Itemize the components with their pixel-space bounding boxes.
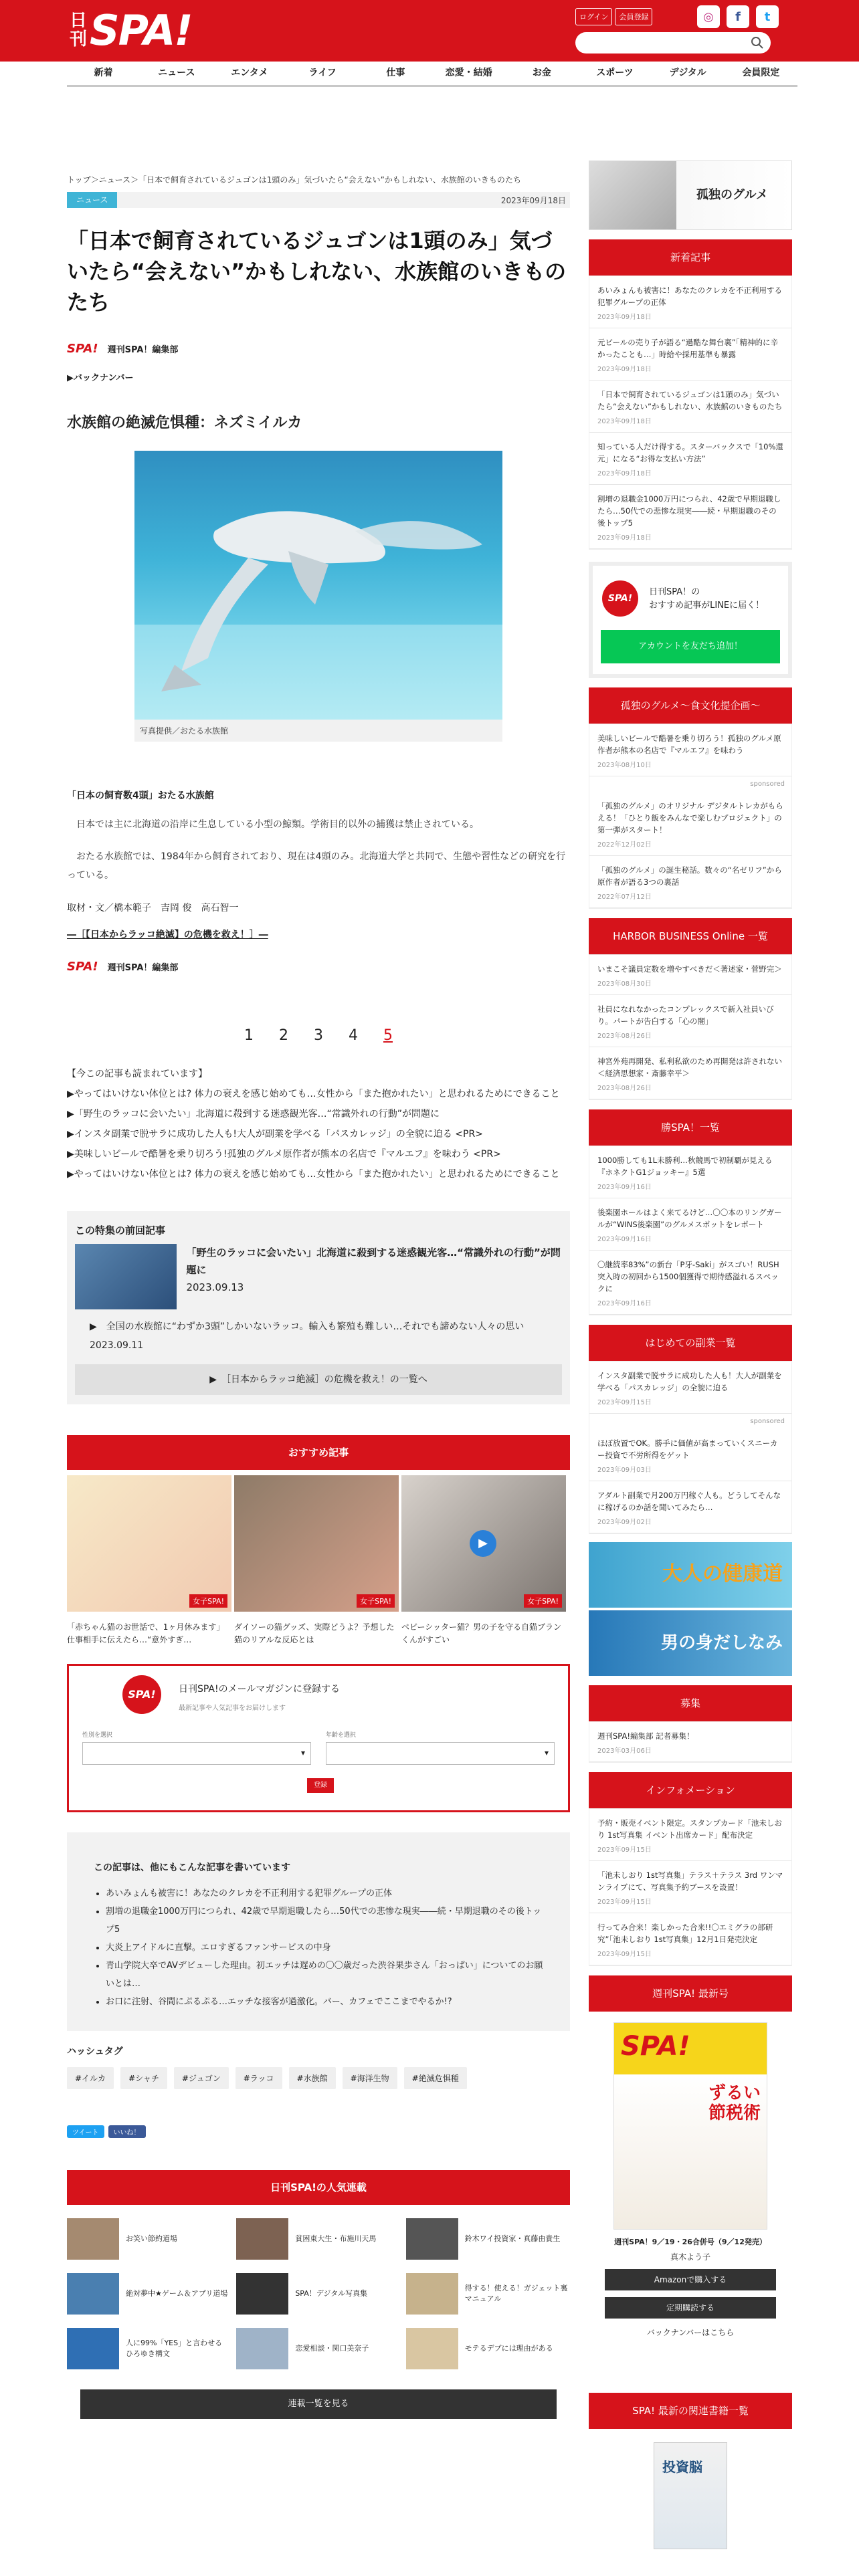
photo-caption: 写真提供／おたる水族館 [134,720,502,742]
recommend-card[interactable] [401,1475,566,1646]
form-subtitle: 最新記事や人気記事をお届けします [179,1705,286,1712]
submit-button[interactable]: 登録 [307,1778,334,1793]
prev-heading: この特集の前回記事 [75,1224,166,1237]
ad-text: 男の身だしなみ [660,1633,783,1653]
series-item[interactable]: 得する！使える！ガジェット裏マニュアル [406,2273,570,2315]
facebook-icon[interactable]: f [727,5,749,28]
related-link[interactable]: ▶インスタ副業で脱サラに成功した人も!大人が副業を学べる「パスカレッジ」の全貌に迫る <PR> [67,1129,483,1140]
side-job-heading: はじめての副業一覧 [589,1325,792,1361]
recommend-card[interactable] [67,1475,231,1646]
sponsored-label: sponsored [750,1418,785,1425]
series-list-button[interactable]: ▶ ［日本からラッコ絶滅］の危機を救え！の一覧へ [75,1364,562,1395]
related-articles [67,1064,570,1184]
instagram-icon[interactable]: ◎ [697,5,720,28]
field-label: 年齢を選択 [326,1732,357,1739]
prev-date: 2023.09.13 [186,1281,244,1293]
list-item[interactable]: • 割増の退職金1000万円につられ、42歳で早期退職したら…50代での悲惨な現実――続・早期退職のその後トップ5 [106,1903,543,1939]
related-heading: 【今この記事も読まれています】 [67,1069,207,1079]
banner-title: 孤独のグルメ [696,188,768,202]
paragraph: おたる水族館では、1984年から飼育されており、現在は4頭のみ。北海道大学と共同で、生態や習性などの研究を行っている。 [67,851,566,881]
list-item[interactable]: 後楽園ホールはよく来てるけど…〇〇本のリングガールが“WINS後楽園”のグルメスポットをレポート 2023年09月16日 [589,1198,791,1251]
author-name[interactable]: 週刊SPA！編集部 [107,345,179,355]
nav-item-digital[interactable]: デジタル [669,68,706,78]
twitter-icon[interactable]: t [756,5,779,28]
grooming-ad-banner[interactable] [589,1610,792,1676]
nav-item-life[interactable]: ライフ [308,68,337,78]
list-item[interactable]: 知っている人だけ得する。スターバックスで「10%還元」になる“お得な支払い方法” 2023年09月18日 [589,433,791,485]
series-item[interactable]: 人に99%「YES」と言わせる ひろゆき構文 [67,2328,231,2369]
nav-item-love[interactable]: 恋愛・結婚 [445,68,492,78]
hashtags [67,2044,570,2089]
hashtag[interactable]: #絶滅危惧種 [404,2067,467,2089]
search-icon[interactable] [751,36,764,49]
nav-item-entertainment[interactable]: エンタメ [231,68,268,78]
article-column [67,160,570,2419]
recommend-heading: おすすめ記事 [67,1435,570,1470]
site-logo[interactable] [70,7,192,53]
gourmet-heading: 孤独のグルメ～食文化提企画～ [589,687,792,724]
magazine-heading: 週刊SPA! 最新号 [589,1975,792,2012]
sidebar [589,160,792,2549]
tweet-button[interactable]: ツイート [67,2125,104,2138]
paragraph: 日本では主に北海道の沿岸に生息している小型の鯨類。学術目的以外の捕獲は禁止されている。 [67,819,479,830]
new-articles-heading: 新着記事 [589,239,792,276]
hashtag[interactable]: #ラッコ [235,2067,282,2089]
list-item[interactable]: • お口に注射、谷間にぷるぷる…エッチな接客が過激化。バー、カフェでここまでやるか!? [106,1993,543,2011]
health-ad-banner[interactable] [589,1542,792,1608]
spa-logo-icon: SPA! [602,580,638,617]
info-heading: インフォメーション [589,1772,792,1808]
pagination [67,1027,570,1044]
subscribe-button[interactable]: 定期購読する [605,2297,776,2319]
recommend-title[interactable]: 「赤ちゃん猫のお世話で、1ヶ月休みます」仕事相手に伝えたら…“意外すぎ… [67,1622,225,1644]
popular-series [67,2170,570,2419]
age-select[interactable] [326,1742,555,1765]
series-list-button[interactable]: 連載一覧を見る [80,2389,557,2419]
joshi-spa-badge: 女子SPA! [524,1594,562,1608]
hashtag[interactable]: #ジュゴン [174,2067,229,2089]
related-link[interactable]: ▶「野生のラッコに会いたい」北海道に殺到する迷惑観光客…“常識外れの行動”が問題に [67,1109,440,1119]
banner-illustration [589,161,676,229]
nav-item-news[interactable]: ニュース [158,68,195,78]
line-title: 日刊SPA！の [649,587,700,597]
series-item[interactable]: SPA！デジタル写真集 [236,2273,400,2315]
list-item[interactable]: 予約・販売イベント限定。スタンプカード「池未しおり 1st写真集 イベント出席カード」配布決定 2023年09月15日 [589,1809,791,1861]
logo-small-text: 日刊 [70,11,88,49]
gender-select[interactable] [82,1742,311,1765]
books-heading: SPA! 最新の関連書籍一覧 [589,2393,792,2429]
main-nav [67,62,797,87]
page-link[interactable]: 2 [279,1027,288,1044]
series-item[interactable]: 恋愛相談・関口美奈子 [236,2328,400,2369]
category-badge[interactable]: ニュース [67,192,117,208]
list-item[interactable]: • 青山学院大卒でAVデビューした理由。初エッチは遅めの〇〇歳だった渋谷果歩さん「おっぱい」についてのお願いとは… [106,1957,543,1993]
article-date: 2023年09月18日 [500,195,566,205]
list-item[interactable]: 〇継続率83%”の新台「P牙-Saki」がスゴい！RUSH突入時の初回から1500個獲得で期待感溢れるスペックに 2023年09月16日 [589,1251,791,1315]
register-button[interactable]: 会員登録 [615,8,652,25]
book-cover[interactable] [654,2442,727,2549]
list-item[interactable]: 週刊SPA!編集部 記者募集！ 2023年03月06日 [589,1722,791,1762]
list-item[interactable]: 「孤独のグルメ」のオリジナル デジタルトレカがもらえる！「ひとり飯をみんなで楽しむプロジェクト」の第一弾がスタート！ 2022年12月02日 [589,792,791,856]
list-item[interactable]: • 大炎上アイドルに直撃。エロすぎるファンサービスの中身 [106,1939,543,1957]
backnumber-link[interactable]: バックナンバーはこちら [646,2328,735,2337]
site-header [0,0,859,62]
credit: 取材・文／橋本範子 吉岡 俊 高石智一 [67,903,239,914]
prev-article[interactable] [75,1244,562,1309]
list-item[interactable]: • あいみょんも被害に！あなたのクレカを不正利用する犯罪グループの正体 [106,1885,543,1903]
magazine-cover[interactable] [613,2022,767,2230]
page-link-current[interactable]: 5 [383,1027,393,1044]
sponsored-label: sponsored [750,780,785,788]
recommend-image[interactable] [401,1475,566,1612]
subsection-title: 「日本の飼育数4頭」おたる水族館 [67,790,214,801]
prev-title[interactable]: 「野生のラッコに会いたい」北海道に殺到する迷惑観光客…“常識外れの行動”が問題に [186,1247,561,1276]
hashtag[interactable]: #イルカ [67,2067,114,2089]
prev-sub-link[interactable]: ▶ 全国の水族館に“わずか3頭”しかいないラッコ。輸入も繁殖も難しい…それでも諦めない人々の思い 2023.09.11 [90,1321,534,1351]
joshi-spa-badge: 女子SPA! [189,1594,227,1608]
magazine-info: 週刊SPA！9／19・26合併号（9／12発売） [614,2238,767,2246]
related-link[interactable]: ▶やってはいけない体位とは? 体力の衰えを感じ始めても…女性から「また抱かれたい」と思われるためにできること [67,1089,560,1099]
play-icon[interactable]: ▶ [470,1530,496,1557]
series-item[interactable]: 貧困東大生・布施川天馬 [236,2218,400,2260]
nav-item-members[interactable]: 会員限定 [742,68,780,78]
popular-heading: 日刊SPA!の人気連載 [67,2170,570,2205]
hbo-heading: HARBOR BUSINESS Online 一覧 [589,918,792,954]
series-item[interactable]: お笑い節約道場 [67,2218,231,2260]
list-item[interactable]: 「日本で飼育されているジュゴンは1頭のみ」気づいたら“会えない”かもしれない、水族館のいきものたち 2023年09月18日 [589,381,791,433]
recruit-heading: 募集 [589,1685,792,1721]
nav-item-work[interactable]: 仕事 [386,68,405,78]
logo-text: SPA! [90,5,192,55]
gourmet-banner[interactable] [589,160,792,230]
spa-logo-icon: SPA! [67,960,98,974]
list-item[interactable]: 美味しいビールで酷暑を乗り切ろう！孤独のグルメ原作者が熊本の名店で『マルエフ』を味わう 2023年08月10日 [589,724,791,776]
series-item[interactable]: 絶対夢中★ゲーム＆アプリ道場 [67,2273,231,2315]
line-add-button[interactable]: アカウントを友だち追加！ [601,630,780,663]
list-item[interactable]: 「孤独のグルメ」の誕生秘話。数々の“名ゼリフ”から原作者が語る3つの裏話 2022年07月12日 [589,856,791,908]
field-label: 性別を選択 [82,1732,113,1739]
porpoise-photo [134,451,502,720]
login-button[interactable]: ログイン [575,8,612,25]
cover-logo: SPA! [621,2031,690,2062]
recommend-card[interactable] [234,1475,399,1646]
ad-text: 大人の健康道 [662,1562,783,1586]
list-item[interactable]: あいみょんも被害に！あなたのクレカを不正利用する犯罪グループの正体 2023年09月18日 [589,276,791,328]
summary-heading: この記事は、他にもこんな記事を書いています [94,1862,290,1873]
nav-item-sports[interactable]: スポーツ [596,68,634,78]
section-heading: 水族館の絶滅危惧種：ネズミイルカ [67,415,302,431]
amazon-button[interactable]: Amazonで購入する [605,2269,776,2290]
series-link[interactable]: ―［【日本からラッコ絶滅】の危機を救え！］― [67,930,268,940]
magazine-cover-name: 真木よう子 [670,2252,710,2262]
newsletter-form [67,1664,570,1812]
list-item[interactable]: 1000勝しても1L未勝利…秋競馬で初制覇が見える『ホネクトG1ジョッキー』5選 2023年09月16日 [589,1146,791,1198]
series-item[interactable]: 鈴木ワイ投資家・真藤由貴生 [406,2218,570,2260]
list-item[interactable]: 元ビールの売り子が語る“過酷な舞台裏”「精神的に辛かったことも…」時給や採用基準も暴露 2023年09月18日 [589,328,791,381]
recommend-title[interactable]: ベビーシッター猫？男の子を守る自猫ブランくんがすごい [401,1622,562,1644]
recommend-image[interactable] [67,1475,231,1612]
cover-headline: ずるい節税術 [708,2083,761,2123]
list-item[interactable]: ほぼ放置でOK。勝手に価値が高まっていくスニーカー投資で不労所得をゲット 2023年09月03日 [589,1429,791,1481]
chevron-down-icon: ▾ [544,1748,549,1757]
hashtag[interactable]: #水族館 [289,2067,336,2089]
nav-item-money[interactable]: お金 [532,68,551,78]
author-other-articles [67,1832,570,2031]
joshi-spa-badge: 女子SPA! [357,1594,395,1608]
book-title: 投資脳 [662,2459,702,2475]
series-item[interactable]: モテるデブには理由がある [406,2328,570,2369]
previous-article-box [67,1211,570,1404]
page-link[interactable]: 1 [244,1027,254,1044]
hashtag[interactable]: #シャチ [120,2067,167,2089]
spa-logo-icon: SPA! [67,342,98,356]
backnumber-link[interactable]: ▶バックナンバー [67,373,134,383]
nav-item-new[interactable]: 新着 [94,68,113,78]
list-item[interactable]: アダルト副業で月200万円稼ぐ人も。どうしてそんなに稼げるのか話を聞いてみたら… 2023年09月02日 [589,1481,791,1533]
page-link[interactable]: 4 [349,1027,358,1044]
article-title: 「日本で飼育されているジュゴンは1頭のみ」気づいたら“会えない”かもしれない、水族館のいきものたち [67,228,567,315]
win-heading: 勝SPA！一覧 [589,1109,792,1146]
spa-logo-icon: SPA! [122,1675,161,1714]
list-item[interactable]: 行ってみ合来！楽しかった合来!!〇エミグラの部研究”「池未しおり 1st写真集」12月1日発売決定 2023年09月15日 [589,1913,791,1965]
hashtag-heading: ハッシュタグ [67,2046,123,2057]
hashtag[interactable]: #海洋生物 [343,2067,397,2089]
list-item[interactable]: 社員になれなかったコンプレックスで新入社員いびり。パートが告白する「心の闇」 2023年08月26日 [589,995,791,1047]
search-input[interactable] [575,32,771,53]
chevron-down-icon: ▾ [300,1748,305,1757]
related-link[interactable]: ▶やってはいけない体位とは? 体力の衰えを感じ始めても…女性から「また抱かれたい」と思われるためにできること [67,1169,560,1180]
recommend-image[interactable] [234,1475,399,1612]
list-item[interactable]: 「池未しおり 1st写真集」テラス＋テラス 3rd ワンマンライブにて、写真集予約ブースを設置！ 2023年09月15日 [589,1861,791,1913]
related-link[interactable]: ▶美味しいビールで酷暑を乗り切ろう!孤独のグルメ原作者が熊本の名店で『マルエフ』を味わう <PR> [67,1149,501,1160]
line-text: おすすめ記事がLINEに届く！ [649,601,765,611]
list-item[interactable]: インスタ副業で脱サラに成功した人も！大人が副業を学べる「パスカレッジ」の全貌に迫る 2023年09月15日 [589,1362,791,1414]
page-link[interactable]: 3 [314,1027,323,1044]
author-name[interactable]: 週刊SPA！編集部 [107,963,179,973]
list-item[interactable]: 神宮外苑再開発、私利私欲のため再開発は許されない＜経済思想家・斎藤幸平＞ 2023年08月26日 [589,1047,791,1099]
like-button[interactable]: いいね！ [108,2125,146,2138]
list-item[interactable]: いまこそ議員定数を増やすべきだ＜著述家・菅野完＞ 2023年08月30日 [589,955,791,995]
line-banner[interactable] [589,562,792,678]
form-title: 日刊SPA!のメールマガジンに登録する [179,1684,340,1695]
recommend-title[interactable]: ダイソーの猫グッズ、実際どうよ？予想した猫のリアルな反応とは [234,1622,395,1644]
breadcrumb[interactable]: トップ＞ニュース＞「日本で飼育されているジュゴンは1頭のみ」気づいたら“会えない”かもしれない、水族館のいきものたち [67,175,521,185]
prev-thumbnail[interactable] [75,1244,177,1309]
list-item[interactable]: 割増の退職金1000万円につられ、42歳で早期退職したら…50代での悲惨な現実――続・早期退職のその後トップ5 2023年09月18日 [589,485,791,549]
